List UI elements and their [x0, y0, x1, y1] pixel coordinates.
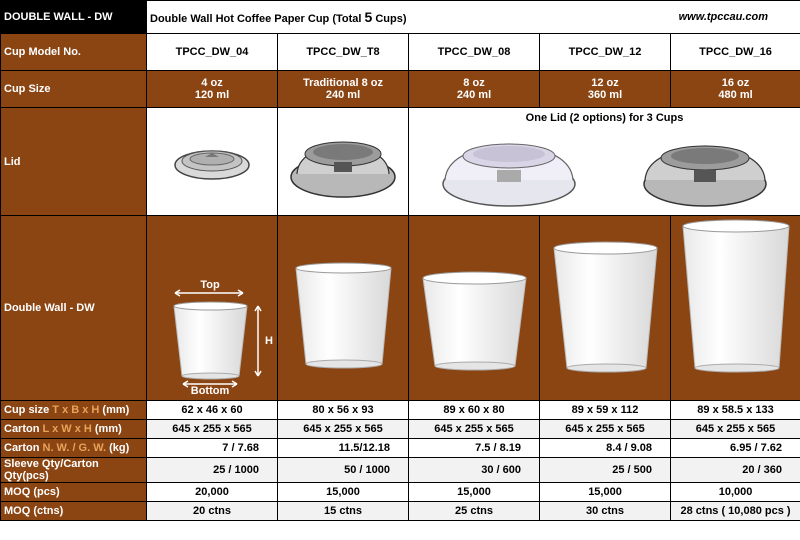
size-ml: 240 ml [456, 89, 492, 101]
carton-size-cell: 645 x 255 x 565 [409, 420, 540, 439]
weight-cell: 6.95 / 7.62 [671, 439, 800, 458]
moq-ctns-cell: 15 ctns [278, 502, 409, 521]
size-ml: 120 ml [194, 89, 230, 101]
model-cell: TPCC_DW_T8 [278, 34, 409, 71]
cup-size-cell: 89 x 58.5 x 133 [671, 401, 800, 420]
cup-label: Double Wall - DW [1, 216, 147, 401]
size-oz: 16 oz [721, 77, 750, 89]
moq-ctns-cell: 28 ctns ( 10,080 pcs ) [671, 502, 800, 521]
cup-diagram [147, 216, 278, 400]
cup-image-08 [409, 216, 540, 401]
moq-pcs-cell: 20,000 [147, 483, 278, 502]
sleeve-row [1, 458, 800, 483]
lid-image-t8 [278, 108, 409, 216]
size-cell [671, 71, 800, 108]
section-title: DOUBLE WALL - DW [1, 1, 147, 34]
diagram-bottom-label: Bottom [190, 385, 230, 397]
carton-size-cell: 645 x 255 x 565 [671, 420, 800, 439]
cup-image-t8 [278, 216, 409, 401]
size-cell [540, 71, 671, 108]
cup-size-label [1, 401, 147, 420]
page-title [147, 1, 671, 34]
sleeve-cell: 20 / 360 [671, 458, 800, 483]
cup-size-cell: 89 x 59 x 112 [540, 401, 671, 420]
moq-pcs-cell: 10,000 [671, 483, 800, 502]
size-ml: 240 ml [325, 89, 361, 101]
cup-image-row [1, 216, 800, 401]
cup-image-12 [540, 216, 671, 401]
size-row [1, 71, 800, 108]
lid-label: Lid [1, 108, 147, 216]
sleeve-cell: 25 / 500 [540, 458, 671, 483]
cup-picture [278, 216, 409, 400]
lid-image-small [147, 108, 278, 216]
size-ml: 480 ml [718, 89, 753, 101]
size-cell [409, 71, 540, 108]
weight-label [1, 439, 147, 458]
lid-icon [288, 122, 398, 202]
sleeve-cell: 50 / 1000 [278, 458, 409, 483]
lid-image-shared [409, 108, 800, 216]
model-label: Cup Model No. [1, 34, 147, 71]
cup-size-row [1, 401, 800, 420]
lid-icon [640, 130, 770, 210]
sleeve-cell: 25 / 1000 [147, 458, 278, 483]
cup-size-label-c: (mm) [99, 404, 130, 416]
moq-pcs-label: MOQ (pcs) [1, 483, 147, 502]
sleeve-cell: 30 / 600 [409, 458, 540, 483]
cup-size-cell: 89 x 60 x 80 [409, 401, 540, 420]
cup-image-04 [147, 216, 278, 401]
diagram-top-label: Top [200, 279, 220, 291]
size-oz: 8 oz [463, 77, 485, 89]
moq-ctns-label: MOQ (ctns) [1, 502, 147, 521]
moq-pcs-cell: 15,000 [278, 483, 409, 502]
sleeve-label: Sleeve Qty/Carton Qty(pcs) [1, 458, 147, 483]
weight-cell: 8.4 / 9.08 [540, 439, 671, 458]
cup-picture [671, 216, 800, 400]
lid-icon [172, 137, 252, 187]
moq-pcs-cell: 15,000 [409, 483, 540, 502]
cup-image-16 [671, 216, 800, 401]
weight-label-b: N. W. / G. W. [42, 442, 107, 454]
weight-cell: 7.5 / 8.19 [409, 439, 540, 458]
size-oz: 12 oz [591, 77, 619, 89]
size-cell [147, 71, 278, 108]
size-label: Cup Size [1, 71, 147, 108]
model-cell: TPCC_DW_04 [147, 34, 278, 71]
weight-cell: 7 / 7.68 [147, 439, 278, 458]
carton-label-b: L x W x H [42, 423, 92, 435]
carton-label-c: (mm) [91, 423, 122, 435]
moq-pcs-row [1, 483, 800, 502]
website-link[interactable]: www.tpccau.com [671, 1, 800, 34]
lid-note: One Lid (2 options) for 3 Cups [525, 112, 684, 124]
carton-size-label [1, 420, 147, 439]
cup-picture [409, 216, 540, 400]
cup-picture [540, 216, 671, 400]
title-suffix: Cups) [372, 13, 407, 25]
cup-size-cell: 62 x 46 x 60 [147, 401, 278, 420]
weight-cell: 11.5/12.18 [278, 439, 409, 458]
moq-ctns-cell: 25 ctns [409, 502, 540, 521]
moq-ctns-cell: 30 ctns [540, 502, 671, 521]
weight-label-c: (kg) [106, 442, 130, 454]
weight-label-a: Carton [4, 442, 43, 454]
cup-size-label-a: Cup size [4, 404, 53, 416]
carton-size-cell: 645 x 255 x 565 [278, 420, 409, 439]
lid-icon [439, 130, 579, 210]
title-prefix: Double Wall Hot Coffee Paper Cup (Total [150, 13, 365, 25]
moq-ctns-cell: 20 ctns [147, 502, 278, 521]
size-ml: 360 ml [587, 89, 623, 101]
diagram-height-label: H [265, 335, 273, 347]
weight-row [1, 439, 800, 458]
carton-size-cell: 645 x 255 x 565 [147, 420, 278, 439]
size-oz: 4 oz [201, 77, 223, 89]
model-cell: TPCC_DW_16 [671, 34, 800, 71]
moq-pcs-cell: 15,000 [540, 483, 671, 502]
model-row [1, 34, 800, 71]
carton-label-a: Carton [4, 423, 43, 435]
cup-size-label-b: T x B x H [52, 404, 100, 416]
model-cell: TPCC_DW_12 [540, 34, 671, 71]
title-count: 5 [364, 9, 373, 25]
moq-ctns-row [1, 502, 800, 521]
size-oz: Traditional 8 oz [302, 77, 384, 89]
lid-row [1, 108, 800, 216]
carton-size-cell: 645 x 255 x 565 [540, 420, 671, 439]
carton-size-row [1, 420, 800, 439]
size-cell [278, 71, 409, 108]
model-cell: TPCC_DW_08 [409, 34, 540, 71]
cup-size-cell: 80 x 56 x 93 [278, 401, 409, 420]
